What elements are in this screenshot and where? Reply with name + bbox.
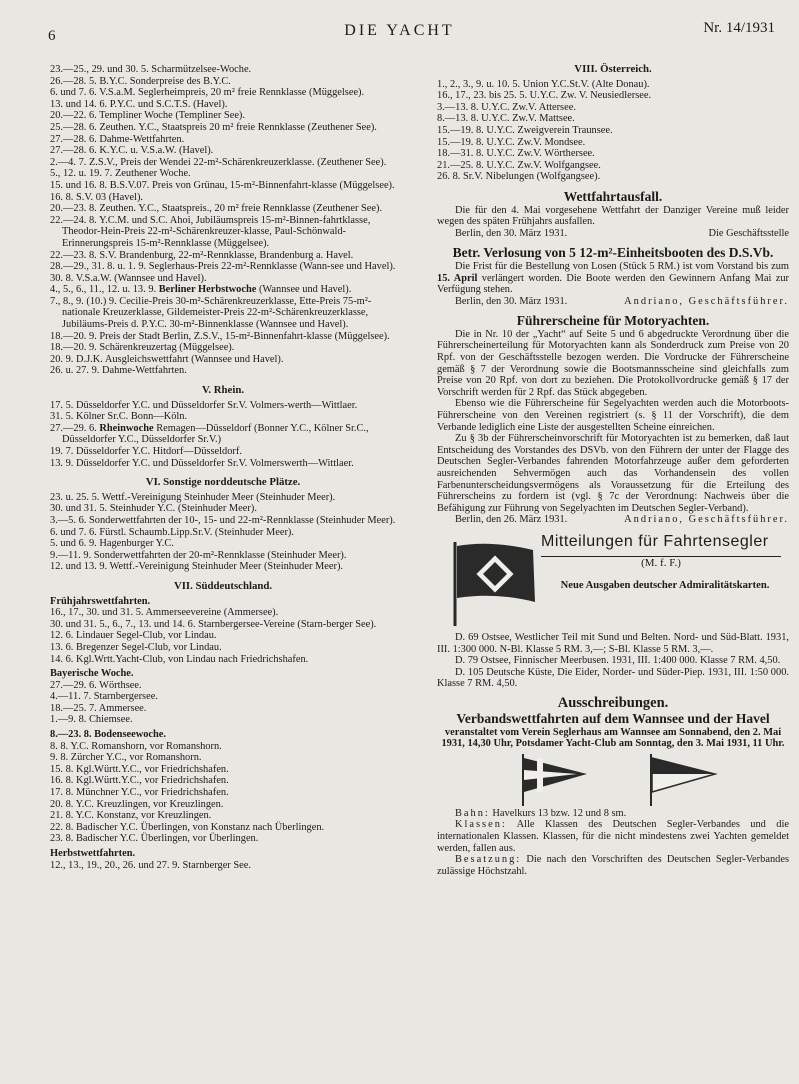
list-item: 23. u. 25. 5. Wettf.-Vereinigung Steinhuder Meer (Steinhuder Meer). bbox=[50, 491, 336, 503]
list-item: 30. und 31. 5., 6., 7., 13. und 14. 6. Starnbergersee-Vereine (Starn-berger See). bbox=[50, 618, 377, 630]
list-item: 13. und 14. 6. P.Y.C. und S.C.T.S. (Havel). bbox=[50, 98, 228, 110]
list-item: 12. und 13. 9. Wettf.-Vereinigung Steinhuder Meer (Steinhuder Meer). bbox=[50, 561, 344, 573]
list-item: 30. 8. V.S.a.W. (Wannsee und Havel). bbox=[50, 272, 207, 284]
fruehjahr-list bbox=[50, 607, 396, 665]
list-item: 18.—25. 7. Ammersee. bbox=[50, 702, 147, 714]
list-item: 16. 8. Kgl.Württ.Y.C., vor Friedrichshafen. bbox=[50, 775, 229, 787]
admiralty-charts-heading: Neue Ausgaben deutscher Admiralitätskarten. bbox=[560, 579, 770, 591]
list-item: 13. 6. Bregenzer Segel-Club, vor Lindau. bbox=[50, 641, 222, 653]
list-item: 28.—29., 31. 8. u. 1. 9. Seglerhaus-Preis 22-m²-Rennklasse (Wann-see und Havel). bbox=[50, 261, 396, 273]
list-item: 20.—22. 6. Templiner Woche (Templiner See). bbox=[50, 110, 245, 122]
rhein-list bbox=[50, 400, 396, 423]
verlosung-title: Betr. Verlosung von 5 12-m²-Einheitsbooten des D.S.Vb. bbox=[452, 245, 774, 261]
list-item: 4., 5., 6., 11., 12. u. 13. 9. Berliner Herbstwoche (Wannsee und Havel). bbox=[50, 284, 352, 296]
bodensee-list bbox=[50, 741, 396, 845]
list-item: 6. und 7. 6. Fürstl. Schaumb.Lipp.Sr.V. (Steinhuder Meer). bbox=[50, 526, 294, 538]
page-number: 6 bbox=[48, 28, 56, 44]
issue-number: Nr. 14/1931 bbox=[703, 20, 775, 36]
list-item: 5., 12. u. 19. 7. Zeuthener Woche. bbox=[50, 168, 191, 180]
list-item: 27.—28. 6. Dahme-Wettfahrten. bbox=[50, 133, 185, 145]
rhein-list-2 bbox=[50, 446, 396, 469]
chart-item: D. 79 Ostsee, Finnischer Meerbusen. 1931, III. 1:400 000. Klasse 7 RM. 4,50. bbox=[455, 655, 781, 667]
list-item: 3.—5. 6. Sonderwettfahrten der 10-, 15- und 22-m²-Rennklasse (Steinhuder Meer). bbox=[50, 514, 396, 526]
list-item: 9. 8. Zürcher Y.C., vor Romanshorn. bbox=[50, 752, 202, 764]
left-column bbox=[50, 64, 396, 871]
list-item: 12. 6. Lindauer Segel-Club, vor Lindau. bbox=[50, 630, 217, 642]
wettfahrtausfall-title: Wettfahrtausfall. bbox=[563, 188, 663, 204]
section-heading-sued: VII. Süddeutschland. bbox=[173, 579, 273, 592]
list-item: 4.—11. 7. Starnbergersee. bbox=[50, 691, 158, 703]
list-item: 14. 6. Kgl.Wrtt.Yacht-Club, von Lindau nach Friedrichshafen. bbox=[50, 653, 309, 665]
verbandswettfahrten-title: Verbandswettfahrten auf dem Wannsee und der Havel bbox=[456, 710, 770, 726]
subheading-bodensee: 8.—23. 8. Bodenseewoche. bbox=[50, 729, 167, 741]
herbst-list bbox=[50, 860, 396, 872]
list-item: 18.—20. 9. Schärenkreuzertag (Müggelsee). bbox=[50, 342, 235, 354]
page-header bbox=[0, 18, 799, 48]
list-item: 22.—23. 8. S.V. Brandenburg, 22-m²-Rennklasse, Brandenburg a. Havel. bbox=[50, 249, 354, 261]
admiralty-charts-list bbox=[437, 632, 789, 690]
list-item: 1.—9. 8. Chiemsee. bbox=[50, 714, 133, 726]
list-item: 2.—4. 7. Z.S.V., Preis der Wendei 22-m²-Schärenkreuzerklasse. (Zeuthener See). bbox=[50, 156, 387, 168]
berlin-regatta-list-2 bbox=[50, 296, 396, 377]
list-item: 9.—11. 9. Sonderwettfahrten der 20-m²-Rennklasse (Steinhuder Meer). bbox=[50, 549, 347, 561]
section-heading-nord: VI. Sonstige norddeutsche Plätze. bbox=[145, 476, 301, 489]
subheading-bayer: Bayerische Woche. bbox=[50, 668, 134, 680]
list-item: 30. und 31. 5. Steinhuder Y.C. (Steinhuder Meer). bbox=[50, 503, 257, 515]
list-item: 17. 5. Düsseldorfer Y.C. und Düsseldorfer Sr.V. Volmers-werth—Wittlaer. bbox=[50, 399, 358, 411]
list-item: 5. und 6. 9. Hagenburger Y.C. bbox=[50, 538, 174, 550]
list-item: 20. 9. D.J.K. Ausgleichswettfahrt (Wannsee und Havel). bbox=[50, 353, 284, 365]
bahn-text: Bahn: Havelkurs 13 bzw. 12 und 8 sm. bbox=[455, 807, 627, 819]
list-item: 8.—13. 8. U.Y.C. Zw.V. Mattsee. bbox=[437, 113, 575, 125]
list-item: 19. 7. Düsseldorfer Y.C. Hitdorf—Düsseldorf. bbox=[50, 446, 242, 457]
chart-item: D. 69 Ostsee, Westlicher Teil mit Sund und Belten. Nord- und Süd-Blatt. 1931, III. 1:300 000. N-Bl. Klasse 5 RM. 3,—; S-Bl. Klasse 5 RM. 3,—. bbox=[437, 631, 789, 655]
list-item: 6. und 7. 6. V.S.a.M. Seglerheimpreis, 20 m² freie Rennklasse (Müggelsee). bbox=[50, 87, 365, 99]
wettfahrtausfall-text: Die für den 4. Mai vorgesehene Wettfahrt der Danziger Vereine muß leider wegen des späten Frühjahrs ausfallen. bbox=[437, 204, 789, 228]
fuehrerscheine-text-2: Ebenso wie die Führerscheine für Segelyachten werden auch die Motorboots-Führerscheine von den Vereinen registriert (s. § 11 der Vorschrift), die dem Verbande lediglich eine Liste der ausgestellten Scheine einreichen. bbox=[437, 398, 789, 433]
list-item: 22. 8. Badischer Y.C. Überlingen, von Konstanz nach Überlingen. bbox=[50, 821, 325, 833]
verlosung-signature: Berlin, den 30. März 1931. Andriano, Geschäftsführer. bbox=[455, 295, 789, 307]
fahrtensegler-flag-icon bbox=[451, 540, 537, 628]
list-item: 21.—25. 8. U.Y.C. Zw.V. Wolfgangsee. bbox=[437, 159, 601, 171]
list-item: 26.—28. 5. B.Y.C. Sonderpreise des B.Y.C. bbox=[50, 75, 231, 87]
fuehrerscheine-text-3: Zu § 3b der Führerscheinvorschrift für Motoryachten ist zu bemerken, daß laut Entscheidung des Vorstandes des DSVb. von den Führern der unter der Flagge des Deutschen Segler-Verbandes fahrenden Motorfahrzeuge außer dem geforderten ausreichenden Sehvermögen auch das Vorhandensein des vollen Farbenunterscheidungsvermögens als Voraussetzung für die Erteilung des Führerscheins zu fordern ist (vgl. § 7c der Verordnung: Nachweis über die Befähigung zur Führung von Segelyachten im Deutschen Segler-Verband). bbox=[437, 433, 789, 514]
subheading-fruehjahr: Frühjahrswettfahrten. bbox=[50, 595, 151, 607]
list-item: 18.—31. 8. U.Y.C. Zw.V. Wörthersee. bbox=[437, 148, 595, 160]
bayer-list bbox=[50, 680, 396, 726]
list-item: 16., 17., 30. und 31. 5. Ammerseevereine (Ammersee). bbox=[50, 607, 279, 619]
list-item: 18.—20. 9. Preis der Stadt Berlin, Z.S.V., 15-m²-Binnenfahrt-klasse (Müggelsee). bbox=[50, 330, 390, 342]
magazine-title: DIE YACHT bbox=[344, 22, 455, 39]
list-item: 25.—28. 6. Zeuthen. Y.C., Staatspreis 20 m² freie Rennklasse (Zeuthener See). bbox=[50, 121, 377, 133]
list-item: 17. 8. Münchner Y.C., vor Friedrichshafen. bbox=[50, 787, 229, 799]
mfs-subtitle: (M. f. F.) bbox=[541, 556, 781, 570]
section-heading-oesterreich: VIII. Österreich. bbox=[574, 63, 652, 75]
right-column bbox=[437, 64, 789, 877]
list-item: 31. 5. Kölner Sr.C. Bonn—Köln. bbox=[50, 411, 188, 423]
pyc-burgee-icon bbox=[651, 754, 715, 806]
list-item: 26. u. 27. 9. Dahme-Wettfahrten. bbox=[50, 365, 187, 377]
berlin-regatta-list bbox=[50, 64, 396, 284]
ausschreibungen-title: Ausschreibungen. bbox=[557, 694, 669, 711]
list-item: 8. 8. Y.C. Romanshorn, vor Romanshorn. bbox=[50, 740, 222, 752]
club-flags bbox=[437, 750, 789, 808]
list-item: 23. 8. Badischer Y.C. Überlingen, vor Überlingen. bbox=[50, 833, 259, 845]
list-item: 13. 9. Düsseldorfer Y.C. und Düsseldorfer Sr.V. Volmerswerth—Wittlaer. bbox=[50, 457, 354, 469]
chart-item: D. 105 Deutsche Küste, Die Eider, Norder- und Süder-Piep. 1931, III. 1:50 000. Klasse 7 RM. 4,50. bbox=[437, 666, 789, 690]
list-item: 12., 13., 19., 20., 26. und 27. 9. Starnberger See. bbox=[50, 859, 251, 871]
mfs-title: Mitteilungen für Fahrtensegler bbox=[541, 532, 769, 550]
fuehrerscheine-title: Führerscheine für Motoryachten. bbox=[516, 313, 710, 329]
list-item: 3.—13. 8. U.Y.C. Zw.V. Attersee. bbox=[437, 101, 576, 113]
list-item: 26. 8. Sr.V. Nibelungen (Wolfgangsee). bbox=[437, 171, 601, 183]
klassen-text: Klassen: Alle Klassen des Deutschen Segler-Verbandes und die internationalen Klassen. Klassen, für die nicht mindestens zwei Yachten gemeldet werden, fallen aus. bbox=[437, 819, 789, 854]
list-item: 23.—25., 29. und 30. 5. Scharmützelsee-Woche. bbox=[50, 64, 252, 75]
list-item: 20.—23. 8. Zeuthen. Y.C., Staatspreis., 20 m² freie Rennklasse (Zeuthener See). bbox=[50, 203, 383, 215]
list-item: 1., 2., 3., 9. u. 10. 5. Union Y.C.St.V. (Alte Donau). bbox=[437, 78, 650, 90]
subheading-herbst: Herbstwettfahrten. bbox=[50, 848, 136, 859]
nord-list bbox=[50, 492, 396, 573]
list-item: 27.—29. 6. Rheinwoche Remagen—Düsseldorf (Bonner Y.C., Kölner Sr.C., Düsseldorfer Y.C., Düsseldorfer Sr.V.) bbox=[50, 422, 369, 446]
list-item: 27.—28. 6. K.Y.C. u. V.S.a.W. (Havel). bbox=[50, 145, 214, 157]
oesterreich-list bbox=[437, 79, 789, 183]
list-item: 15.—19. 8. U.Y.C. Zweigverein Traunsee. bbox=[437, 124, 613, 136]
wettfahrtausfall-signature: Berlin, den 30. März 1931. Die Geschäftsstelle bbox=[455, 227, 789, 239]
list-item: 27.—29. 6. Wörthsee. bbox=[50, 679, 142, 691]
list-item: 21. 8. Y.C. Konstanz, vor Kreuzlingen. bbox=[50, 810, 212, 822]
list-item: 16. 8. S.V. 03 (Havel). bbox=[50, 191, 144, 203]
verbandswettfahrten-info: veranstaltet vom Verein Seglerhaus am Wannsee am Sonnabend, den 2. Mai 1931, 14,30 Uhr, Potsdamer Yacht-Club am Sonntag, den 3. Mai 1931, 11 Uhr. bbox=[441, 726, 785, 750]
list-item: 15. 8. Kgl.Württ.Y.C., vor Friedrichshafen. bbox=[50, 763, 229, 775]
fuehrerscheine-text: Die in Nr. 10 der „Yacht“ auf Seite 5 und 6 abgedruckte Verordnung über die Führerscheinerteilung für Motoryachten kann als Sonderdruck zum Preise von 20 Rpf. von der Geschäftsstelle bezogen werden. Die Vordrucke der Führerscheine gemäß § 7 der Verordnung sowie die Bootsmannsscheine sind gleichfalls zum Preise von 20 Rpf. von dort zu beziehen. Die Protokollvordrucke gemäß § 17 der Vorschrift werden für 2 Rpf. das Stück abgegeben. bbox=[437, 328, 789, 398]
list-item: 16., 17., 23. bis 25. 5. U.Y.C. Zw. V. Neusiedlersee. bbox=[437, 90, 652, 102]
fuehrerscheine-signature: Berlin, den 26. März 1931. Andriano, Geschäftsführer. bbox=[455, 514, 789, 526]
verlosung-text: Die Frist für die Bestellung von Losen (Stück 5 RM.) ist vom Vorstand bis zum 15. April verlängert worden. Die Boote werden den Gewinnern Anfang Mai zur Verfügung stehen. bbox=[437, 260, 789, 296]
vsaw-burgee-icon bbox=[523, 754, 587, 806]
mfs-banner bbox=[437, 532, 789, 632]
list-item: 15.—19. 8. U.Y.C. Zw.V. Mondsee. bbox=[437, 136, 586, 148]
besatzung-text: Besatzung: Die nach den Vorschriften des Deutschen Segler-Verbandes zulässige Höchstzahl. bbox=[437, 854, 789, 877]
list-item: 22.—24. 8. Y.C.M. und S.C. Ahoi, Jubiläumspreis 15-m²-Binnen-fahrtklasse, Theodor-Hein-Preis 22-m²-Schärenkreuzer-klasse, Paul-Schönwald-Erinnerungspreis 15-m²-Rennklasse (Müggelsee). bbox=[50, 214, 371, 249]
list-item: 7., 8., 9. (10.) 9. Cecilie-Preis 30-m²-Schärenkreuzerklasse, Ette-Preis 75-m²-nationale Kreuzerklasse, Gildemeister-Preis 22-m²-Schärenkreuzerklasse, Jubiläums-Preis d. P.Y.C. 30-m²-Binnenklasse (Wannsee und Havel). bbox=[50, 295, 372, 331]
club-burgee-icons bbox=[437, 750, 789, 808]
section-heading-rhein: V. Rhein. bbox=[201, 384, 245, 397]
list-item: 20. 8. Y.C. Kreuzlingen, vor Kreuzlingen. bbox=[50, 798, 224, 810]
list-item: 15. und 16. 8. B.S.V.07. Preis von Grünau, 15-m²-Binnenfahrt-klasse (Müggelsee). bbox=[50, 179, 395, 191]
